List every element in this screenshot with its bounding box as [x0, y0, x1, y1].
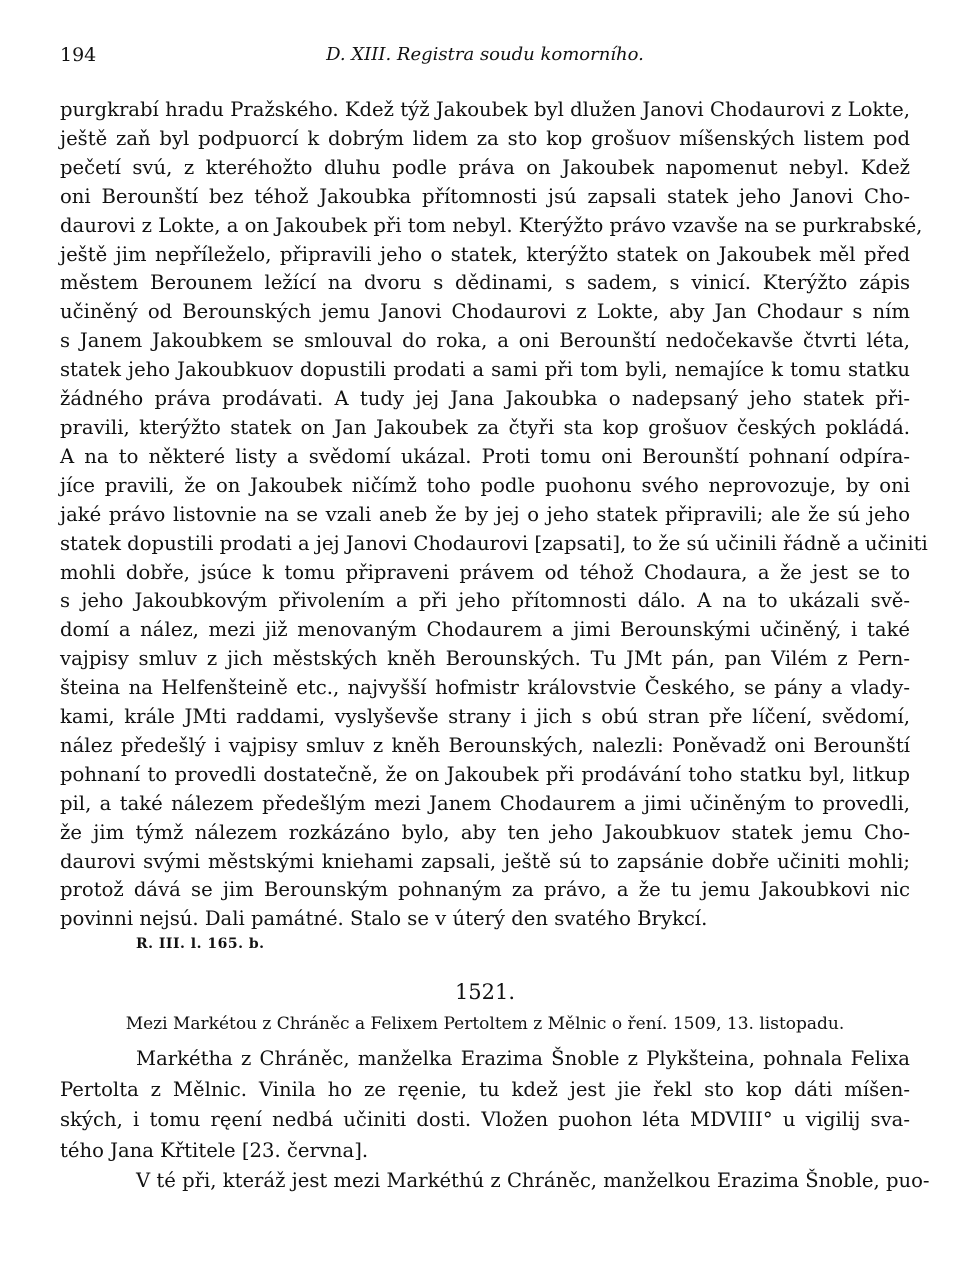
page-header — [60, 44, 910, 74]
text-line: kami, krále JMti raddami, vyslyševše strany i jich s obú stran pře líčení, svědomí, — [60, 705, 910, 729]
text-line: daurovi svými městskými kniehami zapsali, ještě sú to zapsánie dobře učiniti mohli; — [60, 849, 910, 873]
text-line: ještě zaň byl podpuorcí k dobrým lidem za sto kop grošuov míšenských listem pod — [60, 126, 910, 150]
text-line: jíce pravili, že on Jakoubek ničímž toho podle puohonu svého neprovozuje, by oni — [60, 473, 910, 497]
text-line: daurovi z Lokte, a on Jakoubek při tom nebyl. Kterýžto právo vzavše na se purkrabské, — [60, 213, 923, 237]
text-line: statek jeho Jakoubkuov dopustili prodati a sami při tom byli, nemajíce k tomu statku — [60, 358, 910, 382]
text-line: Pertolta z Mělnic. Vinila ho ze ręenie, tu kdež jest jie řekl sto kop dáti míšen- — [60, 1077, 910, 1101]
text-line: domí a nález, mezi již menovaným Chodaurem a jimi Berounskými učiněný, i také — [60, 618, 910, 642]
document-page — [60, 0, 930, 1280]
text-line: Markétha z Chráněc, manželka Erazima Šnoble z Plykšteina, pohnala Felixa — [136, 1047, 910, 1070]
text-line: pečetí svú, z kteréhožto dluhu podle práva on Jakoubek napomenut nebyl. Kdež — [60, 155, 910, 179]
text-line: protož dává se jim Berounským pohnaným za právo, a že tu jemu Jakoubkovi nic — [60, 878, 910, 902]
text-line: mohli dobře, jsúce k tomu připraveni právem od téhož Chodaura, a že jest se to — [60, 560, 910, 584]
text-line: oni Berounští bez téhož Jakoubka přítomnosti jsú zapsali statek jeho Janovi Cho- — [60, 184, 910, 208]
page-number: 194 — [60, 44, 97, 66]
text-line: ských, i tomu ręení nedbá učiniti dosti. Vložen puohon léta MDVIII° u vigilij sva- — [60, 1108, 910, 1131]
text-line: tého Jana Křtitele [23. června]. — [60, 1138, 369, 1162]
text-line: vajpisy smluv z jich městských kněh Berounských. Tu JMt pán, pan Vilém z Pern- — [60, 647, 910, 671]
text-line: ještě jim nepříleželo, připravili jeho o statek, kterýžto statek on Jakoubek měl před — [60, 242, 910, 266]
entry-summary: Mezi Markétou z Chráněc a Felixem Pertoltem z Mělnic o ření. 1509, 13. listopadu. — [125, 1014, 845, 1034]
text-line: nález předešlý i vajpisy smluv z kněh Berounských, nalezli: Poněvadž oni Berounští — [60, 733, 910, 757]
text-line: pohnaní to provedli dostatečně, že on Jakoubek při prodávání toho statku byl, litkup — [60, 762, 910, 786]
text-line: s Janem Jakoubkem se smlouval do roka, a oni Berounští nedočekavše čtvrti léta, — [60, 329, 910, 353]
text-line: že jim týmž nálezem rozkázáno bylo, aby ten jeho Jakoubkuov statek jemu Cho- — [60, 820, 910, 844]
source-citation: R. III. l. 165. b. — [136, 936, 265, 952]
running-title: D. XIII. Registra soudu komorního. — [326, 44, 644, 65]
text-line: povinni nejsú. Dali památné. Stalo se v úterý den svatého Brykcí. — [60, 907, 708, 931]
text-line: žádného práva prodávati. A tudy jej Jana Jakoubka o nadepsaný jeho statek při- — [60, 387, 910, 411]
text-line: pravili, kterýžto statek on Jan Jakoubek za čtyři sta kop grošuov českých pokládá. — [60, 415, 910, 439]
text-line: V té při, kteráž jest mezi Markéthú z Chráněc, manželkou Erazima Šnoble, puo- — [136, 1169, 930, 1192]
text-line: purgkrabí hradu Pražského. Kdež týž Jakoubek byl dlužen Janovi Chodaurovi z Lokte, — [60, 98, 910, 121]
text-line: pil, a také nálezem předešlým mezi Janem Chodaurem a jimi učiněným to provedli, — [60, 791, 910, 815]
text-line: statek dopustili prodati a jej Janovi Chodaurovi [zapsati], to že sú učinili řádně a učiniti — [60, 531, 928, 555]
text-line: učiněný od Berounských jemu Janovi Chodaurovi z Lokte, aby Jan Chodaur s ním — [60, 300, 910, 324]
text-line: městem Berounem ležící na dvoru s dědinami, s sadem, s vinicí. Kterýžto zápis — [60, 271, 910, 295]
text-line: šteina na Helfenšteině etc., najvyšší hofmistr královstvie Českého, se pány a vlady- — [60, 676, 910, 700]
text-line: jaké právo listovnie na se vzali aneb že by jej o jeho statek připravili; ale že sú jeho — [60, 502, 910, 526]
body-paragraph — [60, 96, 928, 934]
text-line: s jeho Jakoubkovým přivolením a při jeho přítomnosti dálo. A na to ukázali svě- — [60, 589, 910, 613]
text-line: A na to některé listy a svědomí ukázal. Proti tomu oni Berounští pohnaní odpíra- — [60, 444, 910, 468]
entry-text — [60, 1044, 930, 1197]
entry-number: 1521. — [454, 980, 516, 1004]
